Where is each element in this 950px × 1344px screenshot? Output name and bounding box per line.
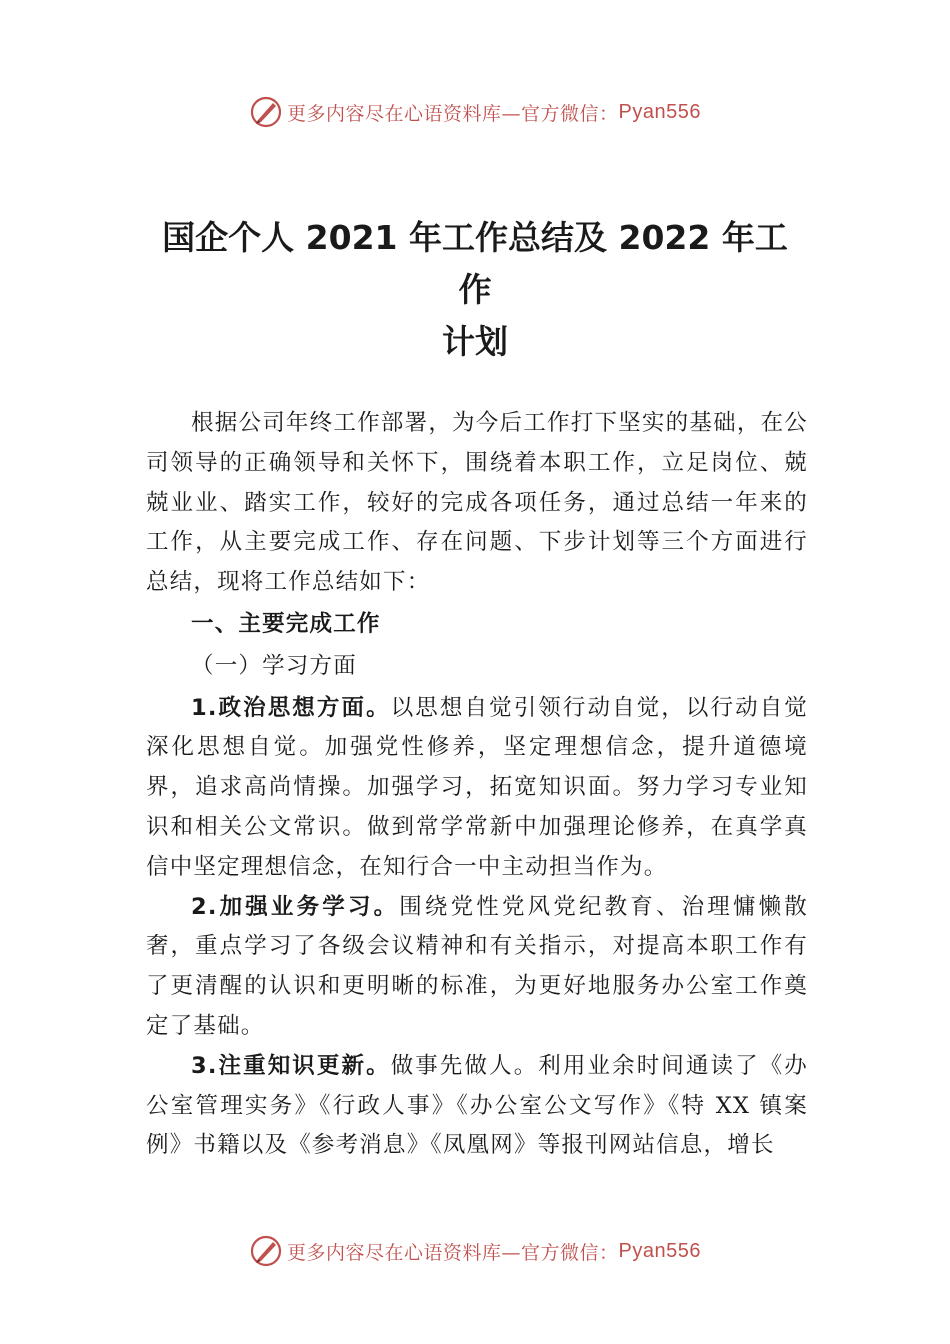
- intro-paragraph: 根据公司年终工作部署，为今后工作打下坚实的基础，在公司领导的正确领导和关怀下，围绕着本职工作，立足岗位、兢兢业业、踏实工作，较好的完成各项任务，通过总结一年来的工作，从主要完成工作、存在问题、下步计划等三个方面进行总结，现将工作总结如下：: [146, 410, 808, 596]
- section-heading: 一、主要完成工作: [191, 610, 381, 637]
- banner-handle: Pyan556: [618, 1239, 701, 1262]
- item-paragraph-2: [146, 888, 808, 1047]
- banner-text: 更多内容尽在心语资料库—官方微信：: [287, 1241, 619, 1264]
- item-lead-3: 3.注重知识更新。: [191, 1052, 391, 1079]
- header-banner: [0, 95, 950, 129]
- title-line-1: 国企个人 2021 年工作总结及 2022 年工: [162, 218, 788, 257]
- title-line-3: 计划: [442, 322, 508, 361]
- banner-text: 更多内容尽在心语资料库—官方微信：: [287, 102, 619, 125]
- pen-logo-icon: [249, 95, 283, 129]
- document-body: [146, 404, 808, 1166]
- item-paragraph-3: [146, 1047, 808, 1166]
- document-title: [140, 212, 810, 368]
- pen-logo-icon: [249, 1234, 283, 1268]
- item-text-3: 做事先做人。利用业余时间通读了《办公室管理实务》《行政人事》《办公室公文写作》《特 XX 镇案例》书籍以及《参考消息》《凤凰网》等报刊网站信息，增长: [146, 1052, 808, 1159]
- title-line-2: 作: [458, 270, 492, 309]
- item-paragraph-1: [146, 689, 808, 888]
- item-text-1: 以思想自觉引领行动自觉，以行动自觉深化思想自觉。加强党性修养，坚定理想信念，提升道德境界，追求高尚情操。加强学习，拓宽知识面。努力学习专业知识和相关公文常识。做到常学常新中加强理论修养，在真学真信中坚定理想信念，在知行合一中主动担当作为。: [146, 694, 808, 880]
- item-lead-2: 2.加强业务学习。: [191, 893, 400, 920]
- banner-handle: Pyan556: [618, 100, 701, 123]
- item-lead-1: 1.政治思想方面。: [191, 694, 391, 721]
- subsection-heading: （一）学习方面: [191, 652, 357, 679]
- item-text-2: 围绕党性党风党纪教育、治理慵懒散奢，重点学习了各级会议精神和有关指示，对提高本职工作有了更清醒的认识和更明晰的标准，为更好地服务办公室工作奠定了基础。: [146, 893, 808, 1039]
- footer-banner: [0, 1234, 950, 1268]
